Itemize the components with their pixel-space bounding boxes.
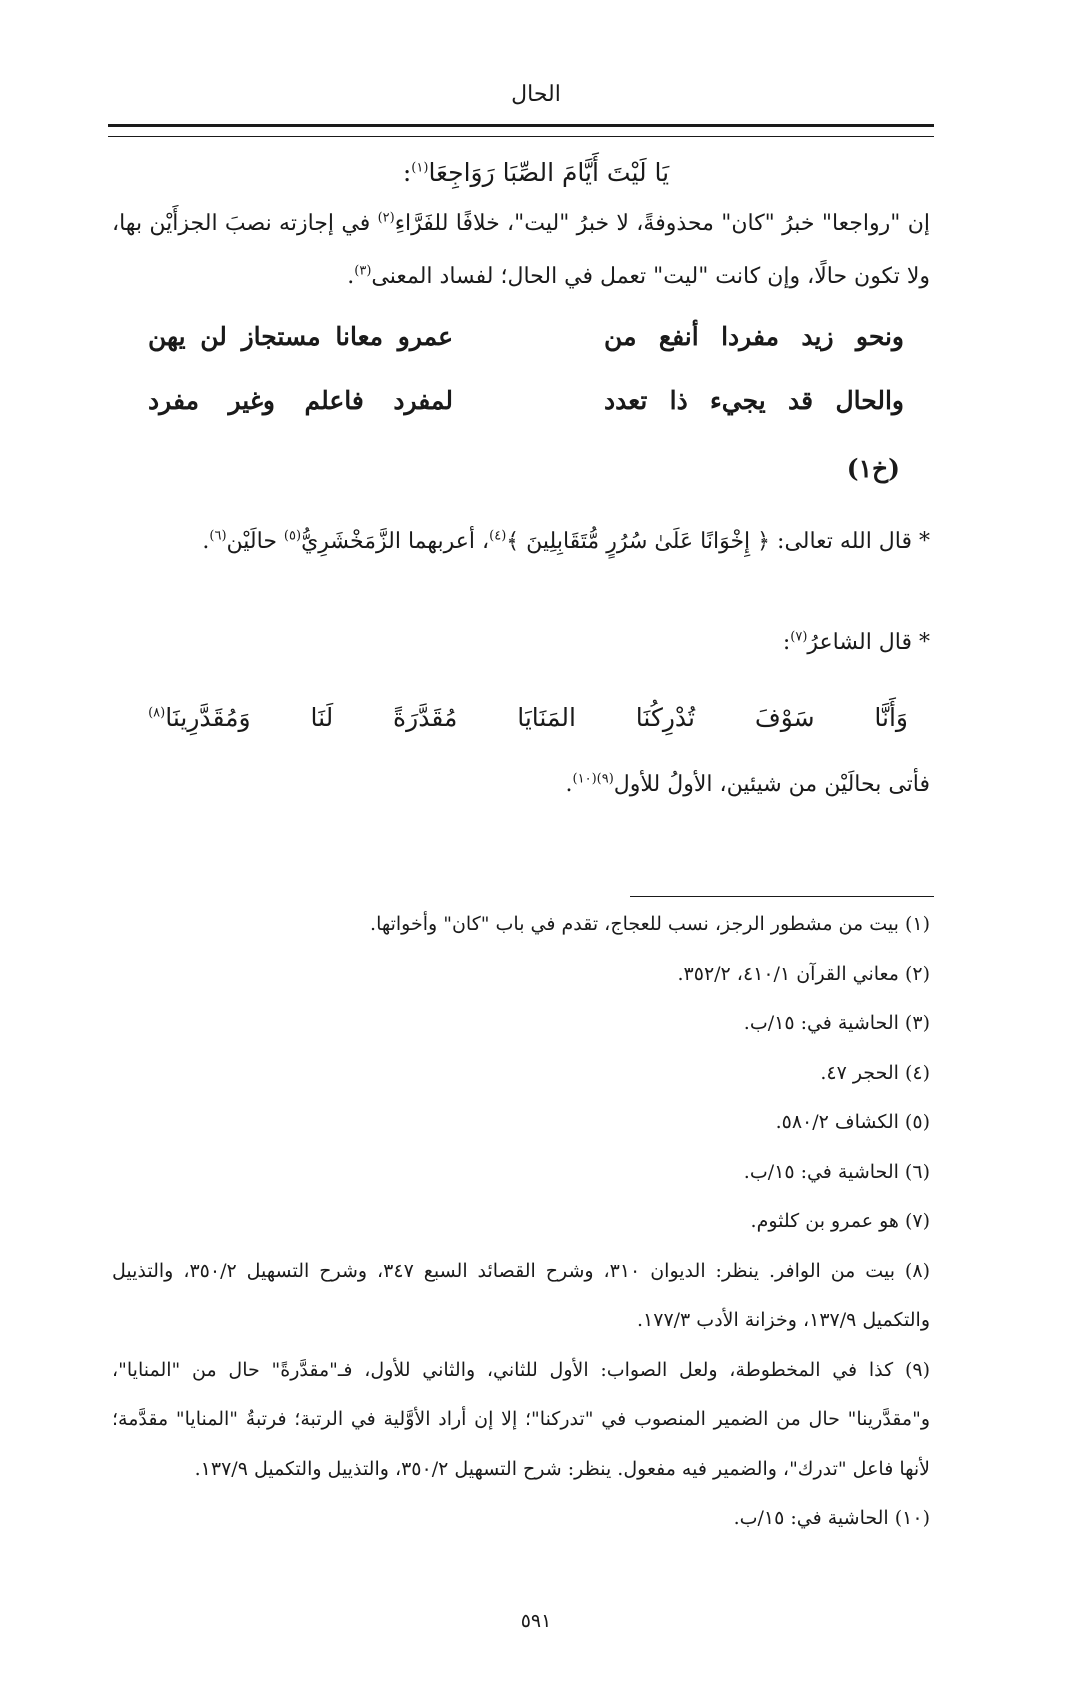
verse-text: يَا لَيْتَ أَيَّامَ الصِّبَا رَوَاجِعَا <box>428 158 670 187</box>
footnote-ref: (٧) <box>790 629 808 645</box>
footnote: (١) بيت من مشطور الرجز، نسب للعجاج، تقدم في باب "كان" وأخواتها. <box>370 913 930 935</box>
footnote: (٤) الحجر ٤٧. <box>820 1061 930 1084</box>
poem-hemistich-right: والحال قد يجيء ذا تعدد <box>604 385 904 415</box>
poem-line-2 <box>148 376 904 424</box>
footnote: (٨) بيت من الوافر. ينظر: الديوان ٣١٠، وشرح القصائد السبع ٣٤٧، وشرح التسهيل ٣٥٠/٢، والتذييل والتكميل ١٣٧/٩، وخزانة الأدب ١٧٧/٣. <box>112 1259 930 1331</box>
running-header: الحال <box>511 82 561 107</box>
footnote: (١٠) الحاشية في: ١٥/ب. <box>733 1507 930 1529</box>
poem-hemistich-left: لمفرد فاعلم وغير مفرد <box>148 385 453 415</box>
footnotes <box>112 900 930 1544</box>
footnote: (٥) الكشاف ٥٨٠/٢. <box>775 1111 930 1133</box>
quoted-verse: يَا لَيْتَ أَيَّامَ الصِّبَا رَوَاجِعَا$^{(١)}$: <box>402 158 670 187</box>
footnote: (٢) معاني القرآن ٤١٠/١، ٣٥٢/٢. <box>677 962 930 985</box>
footnote: (٦) الحاشية في: ١٥/ب. <box>743 1160 930 1183</box>
paragraph-quran: * قال الله تعالى: ﴿ إِخْوَانًا عَلَىٰ سُرُرٍ مُّتَقَابِلِينَ ﴾$^{(٤)}$، أعربهما الزَّمَخْشَرِيُّ$^{(٥)}$ حالَيْن$^{(٦)}$. <box>202 528 930 554</box>
quoted-verse-2: وَأَنَّا سَوْفَ تُدْرِكُنَا المَنَايَا مُقَدَّرَةً لَنَا وَمُقَدَّرِينَا$^{(٨)}$ <box>148 703 908 732</box>
footnote-separator <box>630 896 934 897</box>
paragraph-poet: * قال الشاعرُ$^{(٧)}$: <box>782 629 930 655</box>
footnote-ref: (٥) <box>283 528 302 544</box>
poem-line-1 <box>148 312 904 360</box>
footnote-ref: (٦) <box>209 528 227 544</box>
footnote-ref: (٢) <box>377 210 395 226</box>
footnote-ref: (٩) <box>596 771 614 787</box>
manuscript-code: (خ١) <box>846 454 900 483</box>
page-number: ٥٩١ <box>520 1610 552 1632</box>
poem-hemistich-left: عمرو معانا مستجاز لن يهن <box>148 321 453 351</box>
footnote-ref: (٨) <box>148 705 166 721</box>
footnote: (٧) هو عمرو بن كلثوم. <box>750 1210 930 1232</box>
footnote-ref: (١) <box>411 160 429 176</box>
header-rule-thick <box>108 124 934 127</box>
paragraph-rawajia: إن "رواجعا" خبرُ "كان" محذوفةً، لا خبرُ "ليت"، خلافًا للفَرَّاءِ$^{(٢)}$ في إجازته نصبَ الجزأَيْن بها، ولا تكون حالًا، وإن كانت "ليت" تعمل في الحال؛ لفساد المعنى$^{(٣)}$. <box>112 210 930 289</box>
header-rule-thin <box>108 136 934 137</box>
footnote: (٣) الحاشية في: ١٥/ب. <box>743 1012 930 1034</box>
footnote-ref: (٤) <box>489 528 507 544</box>
paragraph-conclusion: فأتى بحالَيْن من شيئين، الأولُ للأول$^{(٩)(١٠)}$. <box>565 771 930 797</box>
footnote-ref: (٣) <box>354 263 372 279</box>
poem-hemistich-right: ونحو زيد مفردا أنفع من <box>604 321 904 351</box>
footnote-ref: (١٠) <box>572 771 597 787</box>
footnote: (٩) كذا في المخطوطة، ولعل الصواب: الأول للثاني، والثاني للأول، فـ"مقدَّرةً" حال من "المنايا"، و"مقدَّرينا" حال من الضمير المنصوب في "تدركنا"؛ إلا إن أراد الأوَّلية في الرتبة؛ فرتبةُ "المنايا" مقدَّمة؛ لأنها فاعل "تدرك"، والضمير فيه مفعول. ينظر: شرح التسهيل ٣٥٠/٢، والتذييل والتكميل ١٣٧/٩. <box>112 1358 930 1480</box>
